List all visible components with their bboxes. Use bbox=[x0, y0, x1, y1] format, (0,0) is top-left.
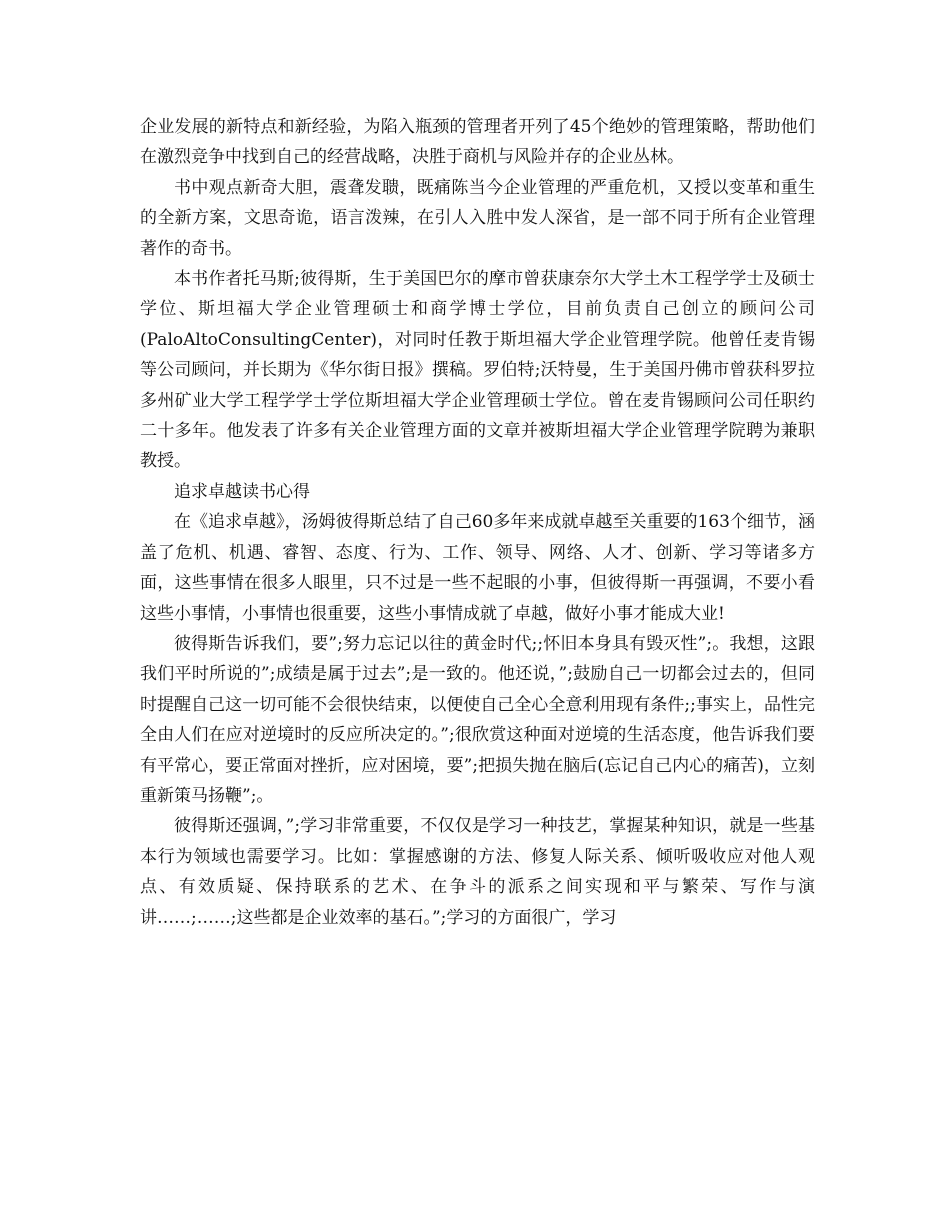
section-heading: 追求卓越读书心得 bbox=[174, 481, 310, 502]
document-page bbox=[140, 112, 815, 933]
paragraph-book-viewpoint: 书中观点新奇大胆，震聋发聩，既痛陈当今企业管理的严重危机，又授以变革和重生的全新方案，文思奇诡，语言泼辣，在引人入胜中发人深省，是一部不同于所有企业管理著作的奇书。 bbox=[140, 177, 815, 259]
paragraph-learning: 彼得斯还强调，”;学习非常重要，不仅仅是学习一种技艺，掌握某种知识，就是一些基本行为领域也需要学习。比如：掌握感谢的方法、修复人际关系、倾听吸收应对他人观点、有效质疑、保持联系的艺术、在争斗的派系之间实现和平与繁荣、写作与演讲……;……;这些都是企业效率的基石。”;学习的方面很广，学习 bbox=[140, 816, 815, 928]
paragraph-adversity: 彼得斯告诉我们，要”;努力忘记以往的黄金时代;;怀旧本身具有毁灭性”;。我想，这跟我们平时所说的”;成绩是属于过去”;是一致的。他还说，”;鼓励自己一切都会过去的，但同时提醒自己这一切可能不会很快结束，以便使自己全心全意利用现有条件;;事实上，品性完全由人们在应对逆境时的反应所决定的。”;很欣赏这种面对逆境的生活态度，他告诉我们要有平常心，要正常面对挫折，应对困境，要”;把损失抛在脑后(忘记自己内心的痛苦)，立刻重新策马扬鞭”;。 bbox=[140, 633, 815, 806]
paragraph-163-details: 在《追求卓越》，汤姆彼得斯总结了自己60多年来成就卓越至关重要的163个细节，涵盖了危机、机遇、睿智、态度、行为、工作、领导、网络、人才、创新、学习等诸多方面，这些事情在很多人眼里，只不过是一些不起眼的小事，但彼得斯一再强调，不要小看这些小事情，小事情也很重要，这些小事情成就了卓越，做好小事才能成大业! bbox=[140, 512, 815, 624]
paragraph-continuation: 企业发展的新特点和新经验，为陷入瓶颈的管理者开列了45个绝妙的管理策略，帮助他们在激烈竞争中找到自己的经营战略，决胜于商机与风险并存的企业丛林。 bbox=[140, 117, 815, 168]
paragraph-authors: 本书作者托马斯;彼得斯，生于美国巴尔的摩市曾获康奈尔大学土木工程学学士及硕士学位、斯坦福大学企业管理硕士和商学博士学位，目前负责自己创立的顾问公司(PaloAltoConsultingCenter)，对同时任教于斯坦福大学企业管理学院。他曾任麦肯锡等公司顾问，并长期为《华尔街日报》撰稿。罗伯特;沃特曼，生于美国丹佛市曾获科罗拉多州矿业大学工程学学士学位斯坦福大学企业管理硕士学位。曾在麦肯锡顾问公司任职约二十多年。他发表了许多有关企业管理方面的文章并被斯坦福大学企业管理学院聘为兼职教授。 bbox=[140, 269, 815, 472]
